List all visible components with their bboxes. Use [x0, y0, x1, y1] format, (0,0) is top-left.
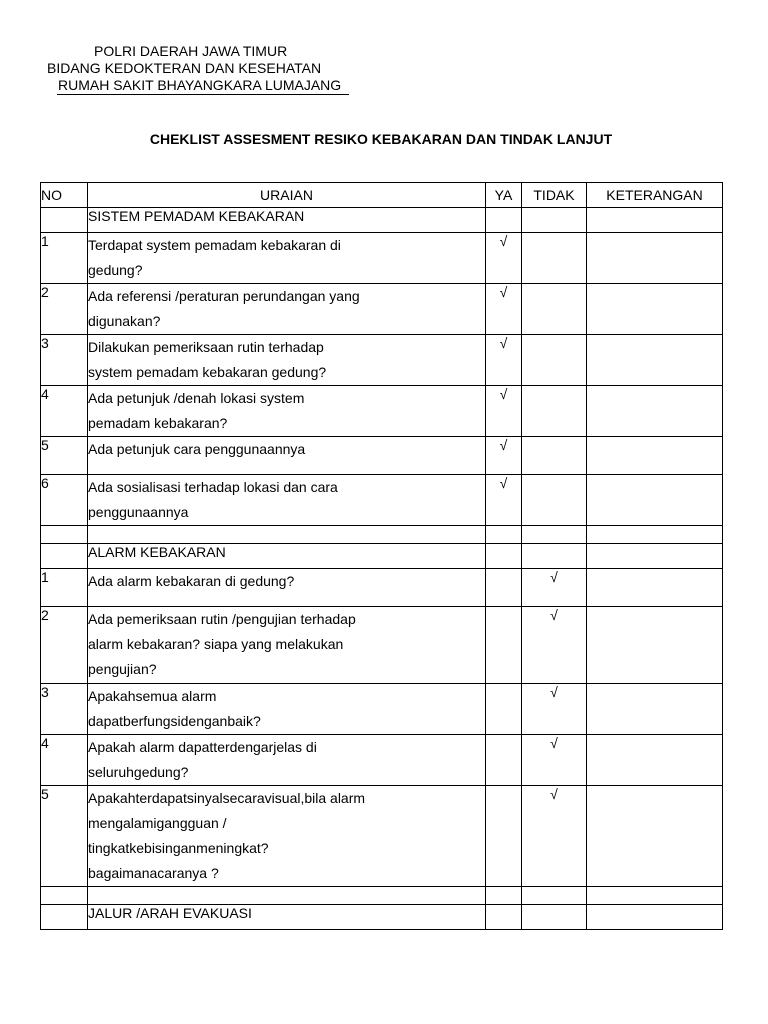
keterangan-cell: [587, 233, 723, 284]
blank-cell: [41, 526, 88, 544]
tidak-check-cell: √: [522, 735, 587, 786]
uraian-line: dapatberfungsidenganbaik?: [88, 713, 261, 729]
section-row: [41, 544, 723, 569]
header-uraian: URAIAN: [88, 183, 486, 208]
uraian-line: Ada sosialisasi terhadap lokasi dan cara: [88, 479, 338, 495]
ya-check-cell: √: [486, 386, 522, 437]
blank-cell: [486, 887, 522, 905]
section-row: [41, 905, 723, 930]
keterangan-cell: [587, 386, 723, 437]
section-empty-cell: [486, 905, 522, 930]
blank-cell: [486, 526, 522, 544]
row-uraian: [88, 607, 486, 684]
ya-check-cell: √: [486, 233, 522, 284]
uraian-line: Ada alarm kebakaran di gedung?: [88, 573, 295, 589]
keterangan-cell: [587, 284, 723, 335]
uraian-line: digunakan?: [88, 313, 161, 329]
uraian-line: Apakahsemua alarm: [88, 688, 217, 704]
row-number: 3: [41, 335, 88, 386]
uraian-line: gedung?: [88, 262, 143, 278]
section-empty-cell: [486, 208, 522, 233]
blank-cell: [88, 526, 486, 544]
table-row: [41, 684, 723, 735]
table-row: [41, 284, 723, 335]
ya-check-cell: [486, 786, 522, 887]
table-row: [41, 786, 723, 887]
blank-cell: [522, 887, 587, 905]
uraian-line: Ada referensi /peraturan perundangan yang: [88, 288, 360, 304]
keterangan-cell: [587, 607, 723, 684]
tidak-check-cell: [522, 437, 587, 475]
keterangan-cell: [587, 786, 723, 887]
uraian-line: pemadam kebakaran?: [88, 415, 228, 431]
uraian-line: alarm kebakaran? siapa yang melakukan: [88, 636, 344, 652]
section-empty-cell: [486, 544, 522, 569]
row-uraian: [88, 786, 486, 887]
row-number: 5: [41, 786, 88, 887]
ya-check-cell: [486, 735, 522, 786]
table-row: [41, 335, 723, 386]
header-tidak: TIDAK: [522, 183, 587, 208]
blank-cell: [88, 887, 486, 905]
table-header-row: [41, 183, 723, 208]
blank-cell: [41, 887, 88, 905]
blank-cell: [587, 887, 723, 905]
tidak-check-cell: √: [522, 786, 587, 887]
table-row: [41, 475, 723, 526]
uraian-line: Ada pemeriksaan rutin /pengujian terhadap: [88, 611, 356, 627]
uraian-line: Apakahterdapatsinyalsecaravisual,bila alarm: [88, 790, 366, 806]
table-row: [41, 569, 723, 607]
blank-cell: [522, 526, 587, 544]
document-title: CHEKLIST ASSESMENT RESIKO KEBAKARAN DAN TINDAK LANJUT: [149, 131, 613, 147]
row-number: 4: [41, 735, 88, 786]
tidak-check-cell: √: [522, 607, 587, 684]
row-uraian: [88, 233, 486, 284]
section-title: SISTEM PEMADAM KEBAKARAN: [88, 208, 486, 233]
ya-check-cell: √: [486, 335, 522, 386]
letterhead-line-3: RUMAH SAKIT BHAYANGKARA LUMAJANG: [58, 77, 342, 93]
row-uraian: [88, 569, 486, 607]
row-uraian: [88, 335, 486, 386]
uraian-line: tingkatkebisinganmeningkat?: [88, 840, 269, 856]
tidak-check-cell: √: [522, 569, 587, 607]
table-row: [41, 607, 723, 684]
ya-check-cell: [486, 569, 522, 607]
section-no-cell: [41, 544, 88, 569]
header-ya: YA: [486, 183, 522, 208]
section-no-cell: [41, 905, 88, 930]
section-title: ALARM KEBAKARAN: [88, 544, 486, 569]
header-keterangan: KETERANGAN: [587, 183, 723, 208]
table-row: [41, 735, 723, 786]
row-number: 2: [41, 284, 88, 335]
table-row: [41, 386, 723, 437]
keterangan-cell: [587, 437, 723, 475]
keterangan-cell: [587, 684, 723, 735]
row-uraian: [88, 735, 486, 786]
blank-row: [41, 887, 723, 905]
uraian-line: Apakah alarm dapatterdengarjelas di: [88, 739, 317, 755]
section-empty-cell: [522, 544, 587, 569]
keterangan-cell: [587, 735, 723, 786]
section-title: JALUR /ARAH EVAKUASI: [88, 905, 486, 930]
section-empty-cell: [522, 905, 587, 930]
section-row: [41, 208, 723, 233]
row-uraian: [88, 437, 486, 475]
row-number: 5: [41, 437, 88, 475]
keterangan-cell: [587, 335, 723, 386]
header-no: NO: [41, 183, 88, 208]
uraian-line: bagaimanacaranya ?: [88, 865, 219, 881]
row-number: 1: [41, 233, 88, 284]
uraian-line: seluruhgedung?: [88, 764, 189, 780]
row-number: 1: [41, 569, 88, 607]
tidak-check-cell: √: [522, 684, 587, 735]
ya-check-cell: √: [486, 475, 522, 526]
tidak-check-cell: [522, 335, 587, 386]
uraian-line: Dilakukan pemeriksaan rutin terhadap: [88, 339, 324, 355]
row-number: 3: [41, 684, 88, 735]
uraian-line: Ada petunjuk /denah lokasi system: [88, 390, 305, 406]
tidak-check-cell: [522, 475, 587, 526]
tidak-check-cell: [522, 284, 587, 335]
letterhead-underline: [57, 94, 349, 95]
row-uraian: [88, 386, 486, 437]
keterangan-cell: [587, 569, 723, 607]
ya-check-cell: √: [486, 284, 522, 335]
tidak-check-cell: [522, 233, 587, 284]
section-empty-cell: [587, 544, 723, 569]
ya-check-cell: [486, 684, 522, 735]
uraian-line: penggunaannya: [88, 504, 189, 520]
row-number: 6: [41, 475, 88, 526]
keterangan-cell: [587, 475, 723, 526]
row-number: 4: [41, 386, 88, 437]
blank-cell: [587, 526, 723, 544]
section-empty-cell: [522, 208, 587, 233]
section-empty-cell: [587, 208, 723, 233]
blank-row: [41, 526, 723, 544]
uraian-line: pengujian?: [88, 661, 157, 677]
uraian-line: system pemadam kebakaran gedung?: [88, 364, 327, 380]
checklist-table: [40, 182, 723, 930]
row-uraian: [88, 684, 486, 735]
section-no-cell: [41, 208, 88, 233]
table-body: [41, 208, 723, 930]
uraian-line: Ada petunjuk cara penggunaannya: [88, 441, 306, 457]
uraian-line: mengalamigangguan /: [88, 815, 227, 831]
table-row: [41, 437, 723, 475]
letterhead-line-1: POLRI DAERAH JAWA TIMUR: [94, 43, 288, 59]
uraian-line: Terdapat system pemadam kebakaran di: [88, 237, 341, 253]
letterhead-line-2: BIDANG KEDOKTERAN DAN KESEHATAN: [47, 60, 322, 76]
row-uraian: [88, 284, 486, 335]
ya-check-cell: [486, 607, 522, 684]
ya-check-cell: √: [486, 437, 522, 475]
section-empty-cell: [587, 905, 723, 930]
row-uraian: [88, 475, 486, 526]
tidak-check-cell: [522, 386, 587, 437]
row-number: 2: [41, 607, 88, 684]
table-row: [41, 233, 723, 284]
